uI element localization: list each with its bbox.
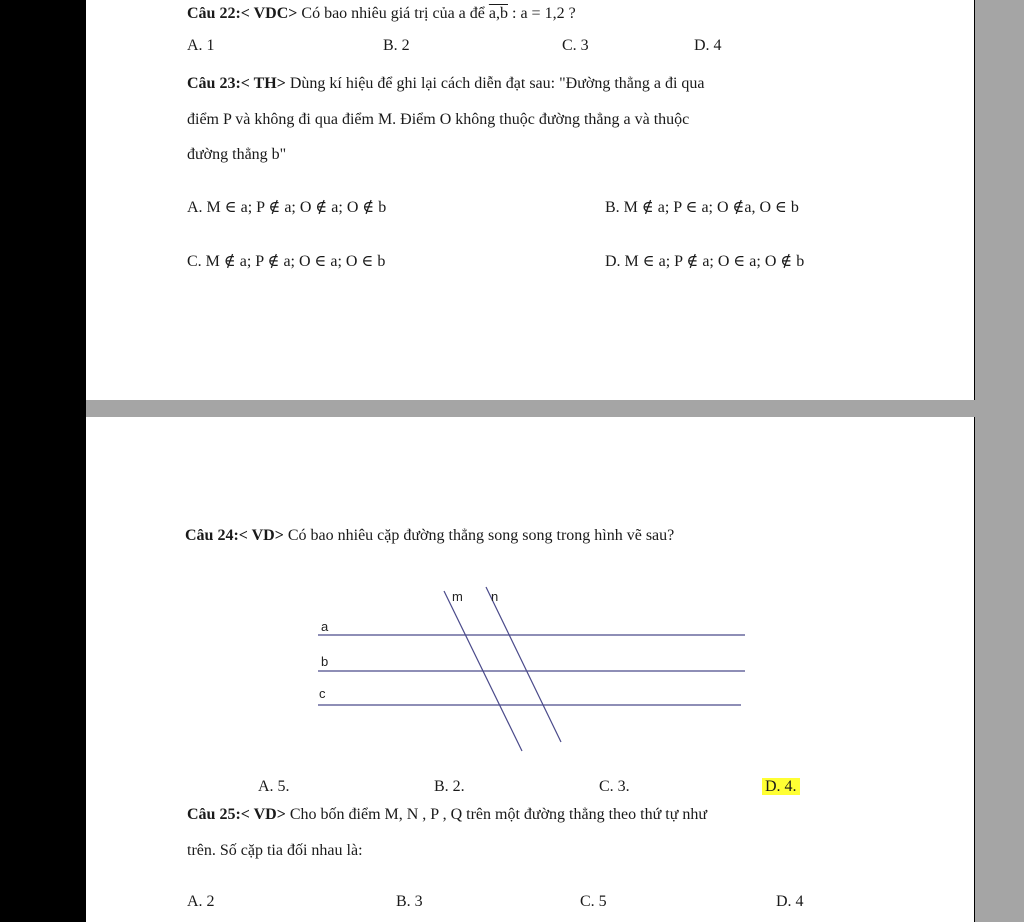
line-n bbox=[486, 587, 561, 742]
question-23-line2: điểm P và không đi qua điểm M. Điểm O không thuộc đường thẳng a và thuộc bbox=[187, 111, 690, 128]
question-25-text1: Cho bốn điểm M, N , P , Q trên một đường thẳng theo thứ tự như bbox=[289, 806, 708, 823]
q23-option-d: D. M ∈ a; P ∉ a; O ∈ a; O ∉ b bbox=[605, 253, 805, 270]
label-b: b bbox=[321, 654, 329, 669]
question-22-text-after: : a = 1,2 ? bbox=[512, 5, 576, 22]
q23-option-a: A. M ∈ a; P ∉ a; O ∉ a; O ∉ b bbox=[187, 199, 387, 216]
q24-option-d-highlighted bbox=[762, 777, 800, 797]
q22-option-d: D. 4 bbox=[694, 37, 722, 54]
label-n: n bbox=[491, 589, 499, 604]
q25-option-b: B. 3 bbox=[396, 893, 423, 910]
q24-option-a: A. 5. bbox=[258, 778, 290, 795]
question-24-text: Có bao nhiêu cặp đường thẳng song song trong hình vẽ sau? bbox=[287, 527, 675, 544]
question-22-label: Câu 22: bbox=[187, 5, 241, 22]
question-22-line bbox=[187, 4, 576, 24]
q24-option-b: B. 2. bbox=[434, 778, 465, 795]
label-c: c bbox=[319, 686, 326, 701]
highlight-marker: D. 4. bbox=[762, 778, 800, 795]
label-a: a bbox=[321, 619, 329, 634]
page-separator bbox=[86, 400, 988, 417]
q25-option-d: D. 4 bbox=[776, 893, 804, 910]
question-25-line2: trên. Số cặp tia đối nhau là: bbox=[187, 842, 363, 859]
question-23-text1: Dùng kí hiệu để ghi lại cách diễn đạt sau: "Đường thẳng a đi qua bbox=[289, 75, 705, 92]
question-23-line1 bbox=[187, 74, 705, 94]
document-page-2 bbox=[86, 417, 974, 922]
question-22-overline-number: a,b bbox=[488, 5, 508, 22]
question-24-label: Câu 24: bbox=[185, 527, 239, 544]
q24-option-c: C. 3. bbox=[599, 778, 630, 795]
q25-option-a: A. 2 bbox=[187, 893, 215, 910]
q22-option-a: A. 1 bbox=[187, 37, 215, 54]
q22-option-b: B. 2 bbox=[383, 37, 410, 54]
question-25-level: < VD> bbox=[240, 806, 286, 823]
question-23-level: < TH> bbox=[240, 75, 286, 92]
q25-option-c: C. 5 bbox=[580, 893, 607, 910]
question-24-level: < VD> bbox=[238, 527, 284, 544]
question-23-line3: đường thẳng b" bbox=[187, 146, 287, 163]
q23-option-b: B. M ∉ a; P ∈ a; O ∉a, O ∈ b bbox=[605, 199, 799, 216]
question-23-label: Câu 23: bbox=[187, 75, 241, 92]
question-22-level: < VDC> bbox=[240, 5, 298, 22]
q23-option-c: C. M ∉ a; P ∉ a; O ∈ a; O ∈ b bbox=[187, 253, 386, 270]
question-22-text: Có bao nhiêu giá trị của a để bbox=[301, 5, 485, 22]
document-page-1 bbox=[86, 0, 974, 400]
question-25-line1 bbox=[187, 805, 707, 825]
label-m: m bbox=[452, 589, 463, 604]
question-25-label: Câu 25: bbox=[187, 806, 241, 823]
q22-option-c: C. 3 bbox=[562, 37, 589, 54]
scrollbar-track[interactable] bbox=[975, 0, 1024, 922]
